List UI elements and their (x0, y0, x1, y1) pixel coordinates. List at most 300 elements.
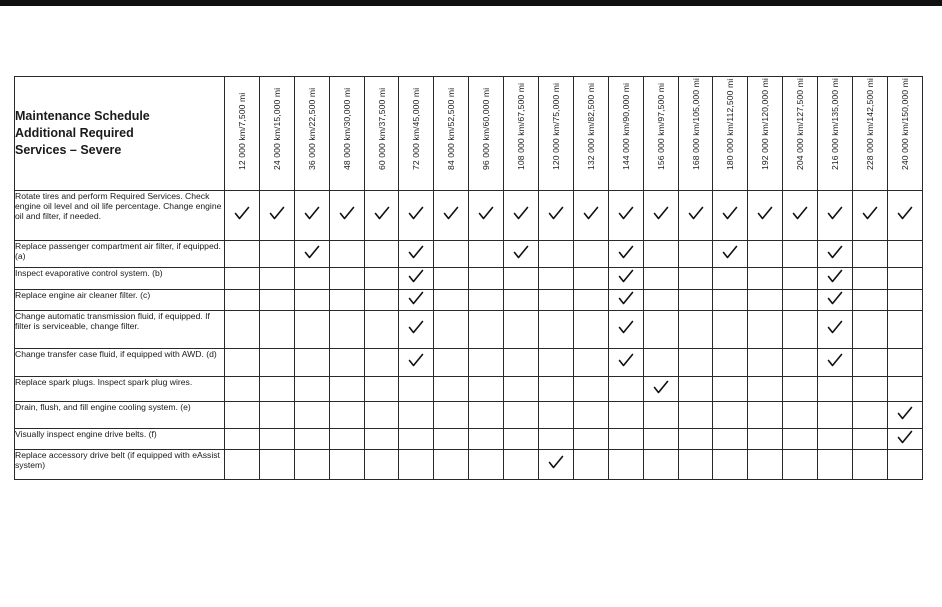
schedule-cell (643, 268, 678, 290)
checkmark-icon (827, 291, 843, 305)
checkmark-icon (897, 430, 913, 444)
schedule-cell (643, 241, 678, 268)
interval-label: 84 000 km/52,500 mi (446, 87, 457, 170)
schedule-cell (225, 241, 260, 268)
schedule-cell (434, 311, 469, 349)
checkmark-icon (374, 206, 390, 220)
interval-column-header (608, 77, 643, 191)
schedule-cell (469, 402, 504, 429)
schedule-cell (608, 311, 643, 349)
schedule-cell (364, 241, 399, 268)
schedule-cell (853, 191, 888, 241)
checkmark-icon (408, 353, 424, 367)
schedule-cell (678, 450, 713, 480)
interval-column-header (504, 77, 539, 191)
checkmark-icon (827, 320, 843, 334)
schedule-cell (225, 290, 260, 311)
interval-column-header (225, 77, 260, 191)
schedule-cell (678, 402, 713, 429)
schedule-cell (887, 290, 922, 311)
schedule-cell (783, 191, 818, 241)
schedule-cell (608, 450, 643, 480)
checkmark-icon (688, 206, 704, 220)
schedule-cell (573, 290, 608, 311)
checkmark-icon (897, 206, 913, 220)
service-description: Replace accessory drive belt (if equipped with eAssist system) (15, 450, 225, 480)
schedule-cell (434, 402, 469, 429)
schedule-cell (364, 349, 399, 377)
schedule-cell (364, 191, 399, 241)
title-line: Additional Required (15, 126, 134, 140)
schedule-cell (364, 429, 399, 450)
schedule-cell (643, 377, 678, 402)
schedule-cell (504, 191, 539, 241)
schedule-cell (608, 429, 643, 450)
schedule-cell (713, 191, 748, 241)
interval-column-header (329, 77, 364, 191)
schedule-cell (329, 377, 364, 402)
interval-column-header (434, 77, 469, 191)
checkmark-icon (513, 245, 529, 259)
schedule-cell (504, 268, 539, 290)
schedule-cell (364, 377, 399, 402)
schedule-cell (539, 450, 574, 480)
schedule-cell (818, 429, 853, 450)
checkmark-icon (862, 206, 878, 220)
schedule-cell (573, 191, 608, 241)
interval-column-header (853, 77, 888, 191)
schedule-cell (573, 450, 608, 480)
schedule-cell (399, 450, 434, 480)
schedule-cell (294, 349, 329, 377)
schedule-cell (713, 268, 748, 290)
interval-column-header (399, 77, 434, 191)
schedule-cell (818, 268, 853, 290)
service-row (15, 429, 923, 450)
schedule-cell (748, 290, 783, 311)
schedule-cell (713, 311, 748, 349)
schedule-cell (678, 268, 713, 290)
schedule-cell (678, 241, 713, 268)
schedule-cell (643, 402, 678, 429)
checkmark-icon (583, 206, 599, 220)
interval-header-row (15, 77, 923, 191)
service-row (15, 241, 923, 268)
schedule-cell (887, 377, 922, 402)
schedule-cell (434, 377, 469, 402)
schedule-cell (225, 349, 260, 377)
service-description: Drain, flush, and fill engine cooling system. (e) (15, 402, 225, 429)
schedule-cell (573, 429, 608, 450)
schedule-cell (504, 450, 539, 480)
service-description: Replace engine air cleaner filter. (c) (15, 290, 225, 311)
schedule-cell (713, 349, 748, 377)
schedule-cell (887, 450, 922, 480)
checkmark-icon (722, 206, 738, 220)
checkmark-icon (408, 291, 424, 305)
interval-label: 108 000 km/67,500 mi (516, 82, 527, 170)
schedule-cell (259, 429, 294, 450)
service-row (15, 450, 923, 480)
service-description: Visually inspect engine drive belts. (f) (15, 429, 225, 450)
schedule-cell (434, 450, 469, 480)
schedule-cell (329, 311, 364, 349)
schedule-cell (364, 290, 399, 311)
service-description: Rotate tires and perform Required Services. Check engine oil level and oil life percentage. Change engine oil and filter, if needed. (15, 191, 225, 241)
schedule-cell (399, 311, 434, 349)
schedule-cell (329, 402, 364, 429)
schedule-cell (434, 268, 469, 290)
schedule-cell (399, 402, 434, 429)
schedule-cell (783, 429, 818, 450)
schedule-cell (818, 311, 853, 349)
schedule-cell (259, 311, 294, 349)
schedule-cell (608, 268, 643, 290)
schedule-cell (225, 191, 260, 241)
schedule-cell (504, 349, 539, 377)
checkmark-icon (443, 206, 459, 220)
schedule-cell (399, 349, 434, 377)
checkmark-icon (269, 206, 285, 220)
schedule-cell (608, 377, 643, 402)
schedule-cell (818, 290, 853, 311)
schedule-cell (643, 349, 678, 377)
checkmark-icon (304, 206, 320, 220)
schedule-cell (504, 241, 539, 268)
service-row (15, 311, 923, 349)
schedule-cell (643, 191, 678, 241)
interval-column-header (539, 77, 574, 191)
checkmark-icon (618, 245, 634, 259)
schedule-cell (539, 191, 574, 241)
schedule-cell (818, 402, 853, 429)
interval-label: 240 000 km/150,000 mi (899, 78, 910, 170)
schedule-cell (329, 349, 364, 377)
schedule-cell (818, 349, 853, 377)
service-row (15, 377, 923, 402)
schedule-cell (225, 311, 260, 349)
schedule-cell (364, 450, 399, 480)
schedule-cell (225, 402, 260, 429)
checkmark-icon (548, 455, 564, 469)
schedule-cell (713, 377, 748, 402)
schedule-cell (259, 241, 294, 268)
schedule-cell (748, 241, 783, 268)
schedule-cell (399, 191, 434, 241)
schedule-cell (573, 349, 608, 377)
schedule-cell (225, 429, 260, 450)
service-row (15, 191, 923, 241)
service-row (15, 402, 923, 429)
schedule-cell (887, 241, 922, 268)
checkmark-icon (513, 206, 529, 220)
interval-column-header (713, 77, 748, 191)
schedule-cell (294, 429, 329, 450)
schedule-cell (294, 450, 329, 480)
schedule-cell (294, 402, 329, 429)
schedule-cell (887, 429, 922, 450)
checkmark-icon (618, 320, 634, 334)
schedule-cell (887, 191, 922, 241)
service-description: Replace passenger compartment air filter, if equipped. (a) (15, 241, 225, 268)
interval-label: 180 000 km/112,500 mi (725, 78, 736, 170)
checkmark-icon (653, 206, 669, 220)
checkmark-icon (339, 206, 355, 220)
schedule-cell (364, 268, 399, 290)
schedule-cell (748, 191, 783, 241)
schedule-cell (469, 450, 504, 480)
schedule-cell (539, 402, 574, 429)
checkmark-icon (827, 353, 843, 367)
interval-column-header (818, 77, 853, 191)
interval-column-header (887, 77, 922, 191)
interval-column-header (469, 77, 504, 191)
schedule-cell (783, 402, 818, 429)
service-rows (15, 191, 923, 480)
schedule-cell (504, 429, 539, 450)
schedule-cell (434, 349, 469, 377)
schedule-cell (573, 241, 608, 268)
schedule-cell (539, 268, 574, 290)
schedule-cell (573, 268, 608, 290)
schedule-cell (783, 241, 818, 268)
schedule-cell (887, 311, 922, 349)
schedule-cell (643, 290, 678, 311)
title-line: Services – Severe (15, 143, 122, 157)
schedule-cell (573, 402, 608, 429)
checkmark-icon (827, 245, 843, 259)
interval-column-header (364, 77, 399, 191)
interval-label: 228 000 km/142,500 mi (864, 78, 875, 170)
schedule-cell (853, 349, 888, 377)
schedule-cell (783, 311, 818, 349)
interval-label: 12 000 km/7,500 mi (236, 92, 247, 170)
schedule-cell (573, 377, 608, 402)
maintenance-schedule-table (14, 76, 923, 480)
service-description: Inspect evaporative control system. (b) (15, 268, 225, 290)
schedule-cell (225, 268, 260, 290)
schedule-cell (469, 429, 504, 450)
schedule-cell (818, 191, 853, 241)
schedule-cell (748, 311, 783, 349)
schedule-cell (678, 191, 713, 241)
checkmark-icon (408, 206, 424, 220)
checkmark-icon (792, 206, 808, 220)
schedule-cell (259, 377, 294, 402)
service-row (15, 349, 923, 377)
schedule-cell (225, 450, 260, 480)
schedule-cell (259, 349, 294, 377)
schedule-cell (259, 402, 294, 429)
schedule-cell (818, 377, 853, 402)
schedule-cell (713, 450, 748, 480)
checkmark-icon (618, 269, 634, 283)
schedule-cell (608, 191, 643, 241)
interval-column-header (643, 77, 678, 191)
schedule-cell (294, 311, 329, 349)
checkmark-icon (618, 291, 634, 305)
schedule-cell (259, 268, 294, 290)
schedule-cell (748, 429, 783, 450)
checkmark-icon (618, 353, 634, 367)
interval-label: 168 000 km/105,000 mi (690, 78, 701, 170)
schedule-cell (469, 311, 504, 349)
schedule-cell (469, 290, 504, 311)
schedule-cell (539, 290, 574, 311)
schedule-cell (783, 349, 818, 377)
checkmark-icon (757, 206, 773, 220)
schedule-cell (643, 429, 678, 450)
checkmark-icon (827, 269, 843, 283)
checkmark-icon (722, 245, 738, 259)
schedule-cell (853, 402, 888, 429)
schedule-cell (434, 241, 469, 268)
checkmark-icon (618, 206, 634, 220)
schedule-cell (783, 450, 818, 480)
schedule-cell (469, 268, 504, 290)
checkmark-icon (234, 206, 250, 220)
schedule-cell (294, 268, 329, 290)
service-row (15, 268, 923, 290)
schedule-cell (887, 402, 922, 429)
schedule-cell (539, 311, 574, 349)
schedule-cell (678, 311, 713, 349)
schedule-cell (399, 290, 434, 311)
interval-label: 192 000 km/120,000 mi (760, 78, 771, 170)
interval-column-header (573, 77, 608, 191)
schedule-cell (713, 429, 748, 450)
schedule-cell (294, 290, 329, 311)
schedule-cell (434, 290, 469, 311)
schedule-cell (887, 268, 922, 290)
schedule-cell (748, 377, 783, 402)
table-title (15, 77, 225, 191)
schedule-cell (713, 241, 748, 268)
interval-label: 132 000 km/82,500 mi (585, 82, 596, 170)
schedule-cell (504, 290, 539, 311)
schedule-cell (539, 349, 574, 377)
schedule-cell (678, 377, 713, 402)
checkmark-icon (304, 245, 320, 259)
schedule-cell (853, 450, 888, 480)
schedule-cell (853, 429, 888, 450)
title-line: Maintenance Schedule (15, 109, 150, 123)
schedule-cell (294, 377, 329, 402)
interval-label: 216 000 km/135,000 mi (830, 78, 841, 170)
schedule-cell (399, 241, 434, 268)
schedule-cell (678, 429, 713, 450)
schedule-cell (783, 377, 818, 402)
schedule-cell (469, 377, 504, 402)
schedule-cell (259, 450, 294, 480)
interval-column-header (678, 77, 713, 191)
schedule-cell (678, 349, 713, 377)
interval-label: 36 000 km/22,500 mi (306, 87, 317, 170)
schedule-cell (783, 268, 818, 290)
schedule-cell (434, 191, 469, 241)
interval-label: 60 000 km/37,500 mi (376, 87, 387, 170)
checkmark-icon (897, 406, 913, 420)
schedule-cell (678, 290, 713, 311)
interval-label: 144 000 km/90,000 mi (620, 82, 631, 170)
checkmark-icon (408, 245, 424, 259)
service-row (15, 290, 923, 311)
schedule-cell (329, 290, 364, 311)
interval-label: 72 000 km/45,000 mi (411, 87, 422, 170)
schedule-cell (399, 268, 434, 290)
schedule-cell (504, 377, 539, 402)
schedule-cell (539, 377, 574, 402)
interval-column-header (783, 77, 818, 191)
schedule-cell (853, 290, 888, 311)
schedule-cell (853, 268, 888, 290)
interval-column-header (259, 77, 294, 191)
checkmark-icon (408, 320, 424, 334)
schedule-cell (364, 402, 399, 429)
interval-label: 204 000 km/127,500 mi (795, 78, 806, 170)
schedule-cell (399, 377, 434, 402)
schedule-cell (608, 402, 643, 429)
schedule-cell (748, 450, 783, 480)
schedule-cell (713, 290, 748, 311)
checkmark-icon (478, 206, 494, 220)
schedule-cell (329, 241, 364, 268)
schedule-cell (329, 429, 364, 450)
schedule-cell (853, 377, 888, 402)
interval-column-header (748, 77, 783, 191)
interval-label: 120 000 km/75,000 mi (550, 82, 561, 170)
interval-label: 96 000 km/60,000 mi (481, 87, 492, 170)
schedule-cell (608, 241, 643, 268)
schedule-cell (294, 191, 329, 241)
schedule-cell (329, 268, 364, 290)
schedule-cell (643, 311, 678, 349)
schedule-cell (469, 349, 504, 377)
schedule-cell (713, 402, 748, 429)
schedule-cell (748, 268, 783, 290)
schedule-cell (608, 349, 643, 377)
schedule-cell (573, 311, 608, 349)
schedule-cell (818, 450, 853, 480)
service-description: Change automatic transmission fluid, if equipped. If filter is serviceable, change filter. (15, 311, 225, 349)
schedule-cell (329, 191, 364, 241)
schedule-cell (504, 402, 539, 429)
top-rule (0, 0, 942, 6)
schedule-cell (818, 241, 853, 268)
schedule-cell (539, 429, 574, 450)
checkmark-icon (408, 269, 424, 283)
checkmark-icon (548, 206, 564, 220)
schedule-cell (748, 349, 783, 377)
schedule-cell (853, 311, 888, 349)
schedule-cell (259, 191, 294, 241)
schedule-cell (608, 290, 643, 311)
schedule-cell (783, 290, 818, 311)
checkmark-icon (827, 206, 843, 220)
schedule-cell (434, 429, 469, 450)
interval-label: 156 000 km/97,500 mi (655, 82, 666, 170)
service-description: Change transfer case fluid, if equipped with AWD. (d) (15, 349, 225, 377)
schedule-cell (469, 241, 504, 268)
schedule-cell (504, 311, 539, 349)
schedule-cell (748, 402, 783, 429)
schedule-cell (469, 191, 504, 241)
schedule-cell (294, 241, 329, 268)
schedule-cell (853, 241, 888, 268)
schedule-cell (364, 311, 399, 349)
schedule-cell (539, 241, 574, 268)
interval-label: 48 000 km/30,000 mi (341, 87, 352, 170)
